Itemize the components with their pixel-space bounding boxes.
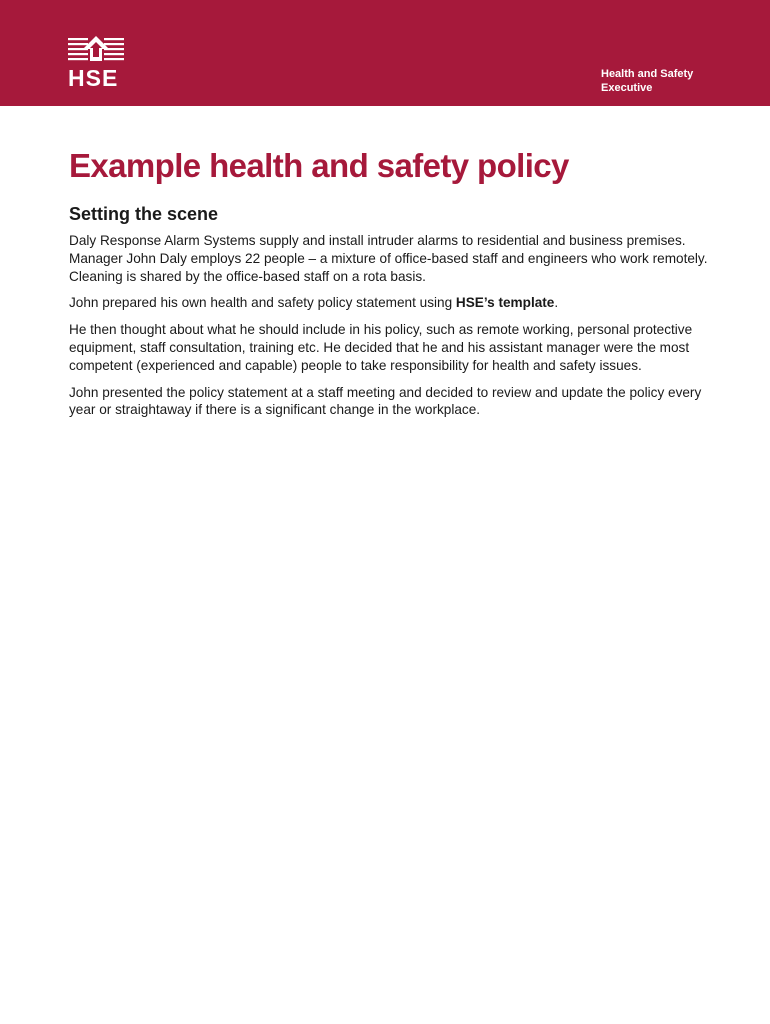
- organisation-name-line2: Executive: [601, 82, 653, 94]
- organisation-name-line1: Health and Safety: [601, 68, 694, 80]
- document-body: [69, 144, 709, 428]
- paragraph-template-end: .: [554, 295, 559, 311]
- section-heading: Setting the scene: [69, 204, 219, 224]
- hse-crest-icon: [68, 36, 128, 66]
- paragraph-considerations: He then thought about what he should include in his policy, such as remote working, personal protective equipment, staff consultation, training etc. He decided that he and his assistant manager were the most competent (experienced and capable) people to take responsibility for health and safety issues.: [69, 322, 693, 373]
- organisation-name: [601, 67, 741, 95]
- paragraph-template: [69, 294, 709, 312]
- paragraph-review: John presented the policy statement at a staff meeting and decided to review and update the policy every year or straightaway if there is a significant change in the workplace.: [69, 384, 702, 418]
- hse-template-link[interactable]: HSE’s template: [455, 295, 555, 311]
- hse-logo: [68, 36, 128, 92]
- hse-logo-text: HSE: [68, 65, 119, 91]
- paragraph-intro: Daly Response Alarm Systems supply and install intruder alarms to residential and business premises. Manager John Daly employs 22 people – a mixture of office-based staff and engineers who work remotely. Cleaning is shared by the office-based staff on a rota basis.: [69, 233, 708, 284]
- document-title: Example health and safety policy: [69, 147, 569, 184]
- header-band: [0, 0, 770, 106]
- paragraph-template-text: John prepared his own health and safety policy statement using: [69, 295, 456, 311]
